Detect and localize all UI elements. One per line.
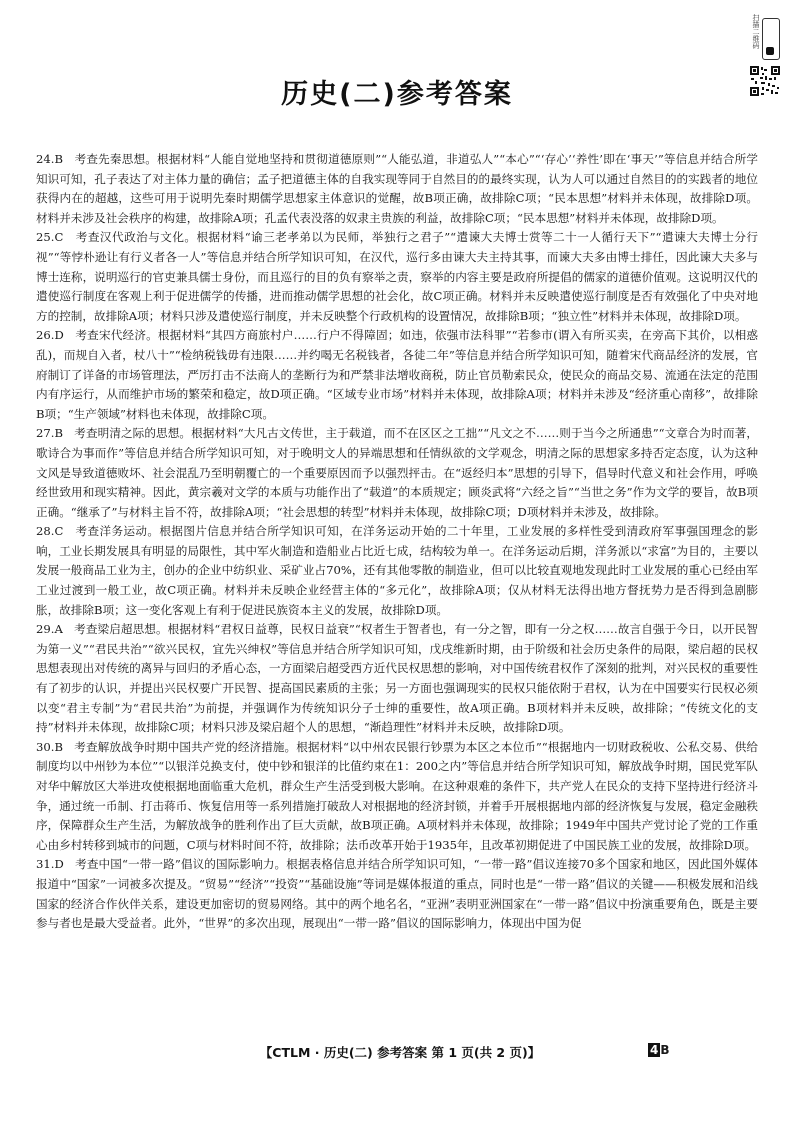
answer-number: 29.A	[36, 622, 63, 637]
answer-number: 27.B	[36, 426, 63, 441]
paper-code-badge	[648, 1043, 670, 1057]
answer-text: 考查宋代经济。根据材料“其四方商旅村户……行户不得障固；如违，依强市法科罪”“若参市(谓入有所买卖，在旁高下其价，以相惑乱)，而规自入者，杖八十”“检纳税钱毋有违限……并约喝无名税钱者，各徒二年”等信息并结合所学知识可知，随着宋代商品经济的发展，官府制订了详备的市场管理法，严厉打击不法商人的垄断行为和严禁非法增收商税，防止官员勒索民众，使民众的商品交易、流通在法定的范围内有序运行，从而维护市场的繁荣和稳定，故D项正确。“区域专业市场”材料并未体现，故排除A项；材料并未涉及“经济重心南移”，故排除B项；“生产领域”材料也未体现，故排除C项。	[36, 328, 758, 421]
answer-number: 24.B	[36, 152, 63, 166]
qr-caption: 扫描二维码	[752, 14, 760, 49]
answer-number: 26.D	[36, 328, 64, 343]
answer-number: 28.C	[36, 524, 64, 539]
answer-item-28	[36, 522, 758, 620]
page-footer: 【CTLM · 历史(二) 参考答案 第 1 页(共 2 页)】	[259, 1045, 541, 1060]
answer-item-31	[36, 855, 758, 933]
answer-item-24	[36, 150, 758, 228]
answer-list	[36, 150, 758, 934]
answer-number: 30.B	[36, 739, 63, 754]
answer-text: 考查中国“一带一路”倡议的国际影响力。根据表格信息并结合所学知识可知，“一带一路”倡议连接70多个国家和地区，因此国外媒体报道中“国家”一词被多次提及。“贸易”“经济”“投资”“基础设施”等词是媒体报道的重点，同时也是“一带一路”倡议的关键——积极发展和沿线国家的经济合作伙伴关系，建设更加密切的贸易网络。其中的两个地名名，“亚洲”表明亚洲国家在“一带一路”倡议中扮演重要角色，既是主要参与者也是最大受益者。此外，“世界”的多次出现，展现出“一带一路”倡议的国际影响力，体现出中国为促	[36, 857, 758, 931]
answer-number: 31.D	[36, 857, 64, 872]
paper-code-letter: B	[660, 1043, 670, 1057]
app-logo-icon	[762, 18, 780, 60]
answer-text: 考查梁启超思想。根据材料“君权日益尊，民权日益衰”“权者生于智者也，有一分之智，即有一分之权……故言自强于今日，以开民智为第一义”“君民共治”“欲兴民权，宜先兴绅权”等信息并结合所学知识可知，戊戌维新时期，由于阶级和社会历史条件的局限，梁启超的民权思想表现出对传统的离异与回归的矛盾心态，一方面梁启超受西方近代民权思想的影响，对中国传统君权作了深刻的批判，对兴民权的重要性有了初步的认识，并提出兴民权要广开民智、提高国民素质的主张；另一方面也强调现实的民权只能依附于君权，认为在中国要实行民权必须以变“君主专制”为“君民共治”为前提，并强调作为传统知识分子士绅的重要性，故A项正确。B项材料并未反映，故排除；“传统文化的支持”材料并未体现，故排除C项；材料只涉及梁启超个人的思想，“渐趋理性”材料并未反映，故排除D项。	[36, 622, 758, 735]
answer-text: 考查明清之际的思想。根据材料“大凡古文传世，主于载道，而不在区区之工拙”“凡文之不……则于当今之所通患”“文章合为时而著，歌诗合为事而作”等信息并结合所学知识可知，对于晚明文人的异端思想和任情纵欲的文学观念，明清之际的思想家多持否定态度，认为这种文风是导致道德败坏、社会混乱乃至明朝覆亡的一个重要原因而予以强烈抨击。在“返经归本”思想的引导下，倡导时代意义和社会作用，呼唤经世致用和现实精神。因此，黄宗羲对文学的本质与功能作出了“载道”的本质规定；顾炎武将“六经之旨”“当世之务”作为文学的要旨，故B项正确。“继承了”与材料主旨不符，故排除A项；“社会思想的转型”材料并未体现，故排除C项；D项材料并未涉及，故排除。	[36, 426, 758, 519]
answer-item-27	[36, 424, 758, 522]
answer-item-26	[36, 326, 758, 424]
answer-text: 考查洋务运动。根据图片信息并结合所学知识可知，在洋务运动开始的二十年里，工业发展的多样性受到清政府军事强国理念的影响，工业长期发展具有明显的局限性，其中军火制造和造船业占比近七成，结构较为单一。在洋务运动后期，洋务派以“求富”为目的，主要以发展一般商品工业为主，创办的企业中纺织业、采矿业占70%，还有其他零散的制造业，但可以比较直观地发现此时工业发展的重心已经由军工业过渡到一般工业，故C项正确。材料并未反映企业经营主体的“多元化”，故排除A项；仅从材料无法得出地方督抚势力是否得到急剧膨胀，故排除B项；这一变化客观上有利于促进民族资本主义的发展，故排除D项。	[36, 524, 758, 617]
answer-text: 考查解放战争时期中国共产党的经济措施。根据材料“以中州农民银行钞票为本区之本位币”“根据地内一切财政税收、公私交易、供给制度均以中州钞为本位”“以银洋兑换支付，使中钞和银洋的比值约束在1：200之内”等信息并结合所学知识可知，解放战争时期，国民党军队对华中解放区大举进攻使根据地面临重大危机，群众生产生活受到极大影响。在这种艰难的条件下，共产党人在民众的支持下坚持进行经济斗争，通过统一币制、打击蒋币、恢复信用等一系列措施打破敌人对根据地的经济封锁，并着手开展根据地内部的经济恢复与发展，稳定金融秩序，保障群众生产生活，为解放战争的胜利作出了巨大贡献，故B项正确。A项材料并未体现，故排除；1949年中国共产党讨论了党的工作重心由乡村转移到城市的问题，C项与材料时间不符，故排除；法币改革开始于1935年，且改革初期促进了中国民族工业的发展，故排除D项。	[36, 739, 758, 852]
answer-item-29	[36, 620, 758, 738]
answer-text: 考查先秦思想。根据材料“人能自觉地坚持和贯彻道德原则”“人能弘道，非道弘人”“本心”“‘存心’‘养性’即在‘事天’”等信息并结合所学知识可知，孔子表达了对主体力量的确信；孟子把道德主体的自我实现等同于自然目的的最终实现，认为人可以通过自然目的的实践者的地位获得内在的超越，这些可用于说明先秦时期儒学思想家主体意识的觉醒，故B项正确，故排除C项；“民本思想”材料并未体现，故排除D项。材料并未涉及社会秩序的构建，故排除A项；孔孟代表没落的奴隶主贵族的利益，故排除C项；“民本思想”材料并未体现，故排除D项。	[36, 152, 758, 225]
answer-text: 考查汉代政治与文化。根据材料“谕三老孝弟以为民师，举独行之君子”“遣谏大夫博士赏等二十一人循行天下”“遣谏大夫博士分行视”“等悖朴逊让有行义者各一人”等信息并结合所学知识可知，在汉代，巡行多由谏大夫主持其事，而谏大夫多由博士排任，因此谏大夫多与博士连称，说明巡行的官吏兼具儒士身份，而且巡行的目的负有察举之责，察举的内容主要是政府所提倡的儒家的道德价值观。这说明汉代的遣使巡行制度在客观上利于促进儒学的传播，进而推动儒学思想的社会化，故C项正确。材料并未反映遣使巡行制度是否有效强化了中央对地方的控制，故排除A项；材料只涉及遣使巡行制度，并未反映整个行政机构的设置情况，故排除B项；“独立性”材料并未体现，故排除D项。	[36, 230, 759, 323]
paper-code-number: 4	[650, 1043, 659, 1057]
page-title: 历史(二)参考答案	[281, 79, 513, 110]
answer-number: 25.C	[36, 230, 64, 245]
answer-item-25	[36, 228, 758, 326]
answer-item-30	[36, 738, 758, 856]
